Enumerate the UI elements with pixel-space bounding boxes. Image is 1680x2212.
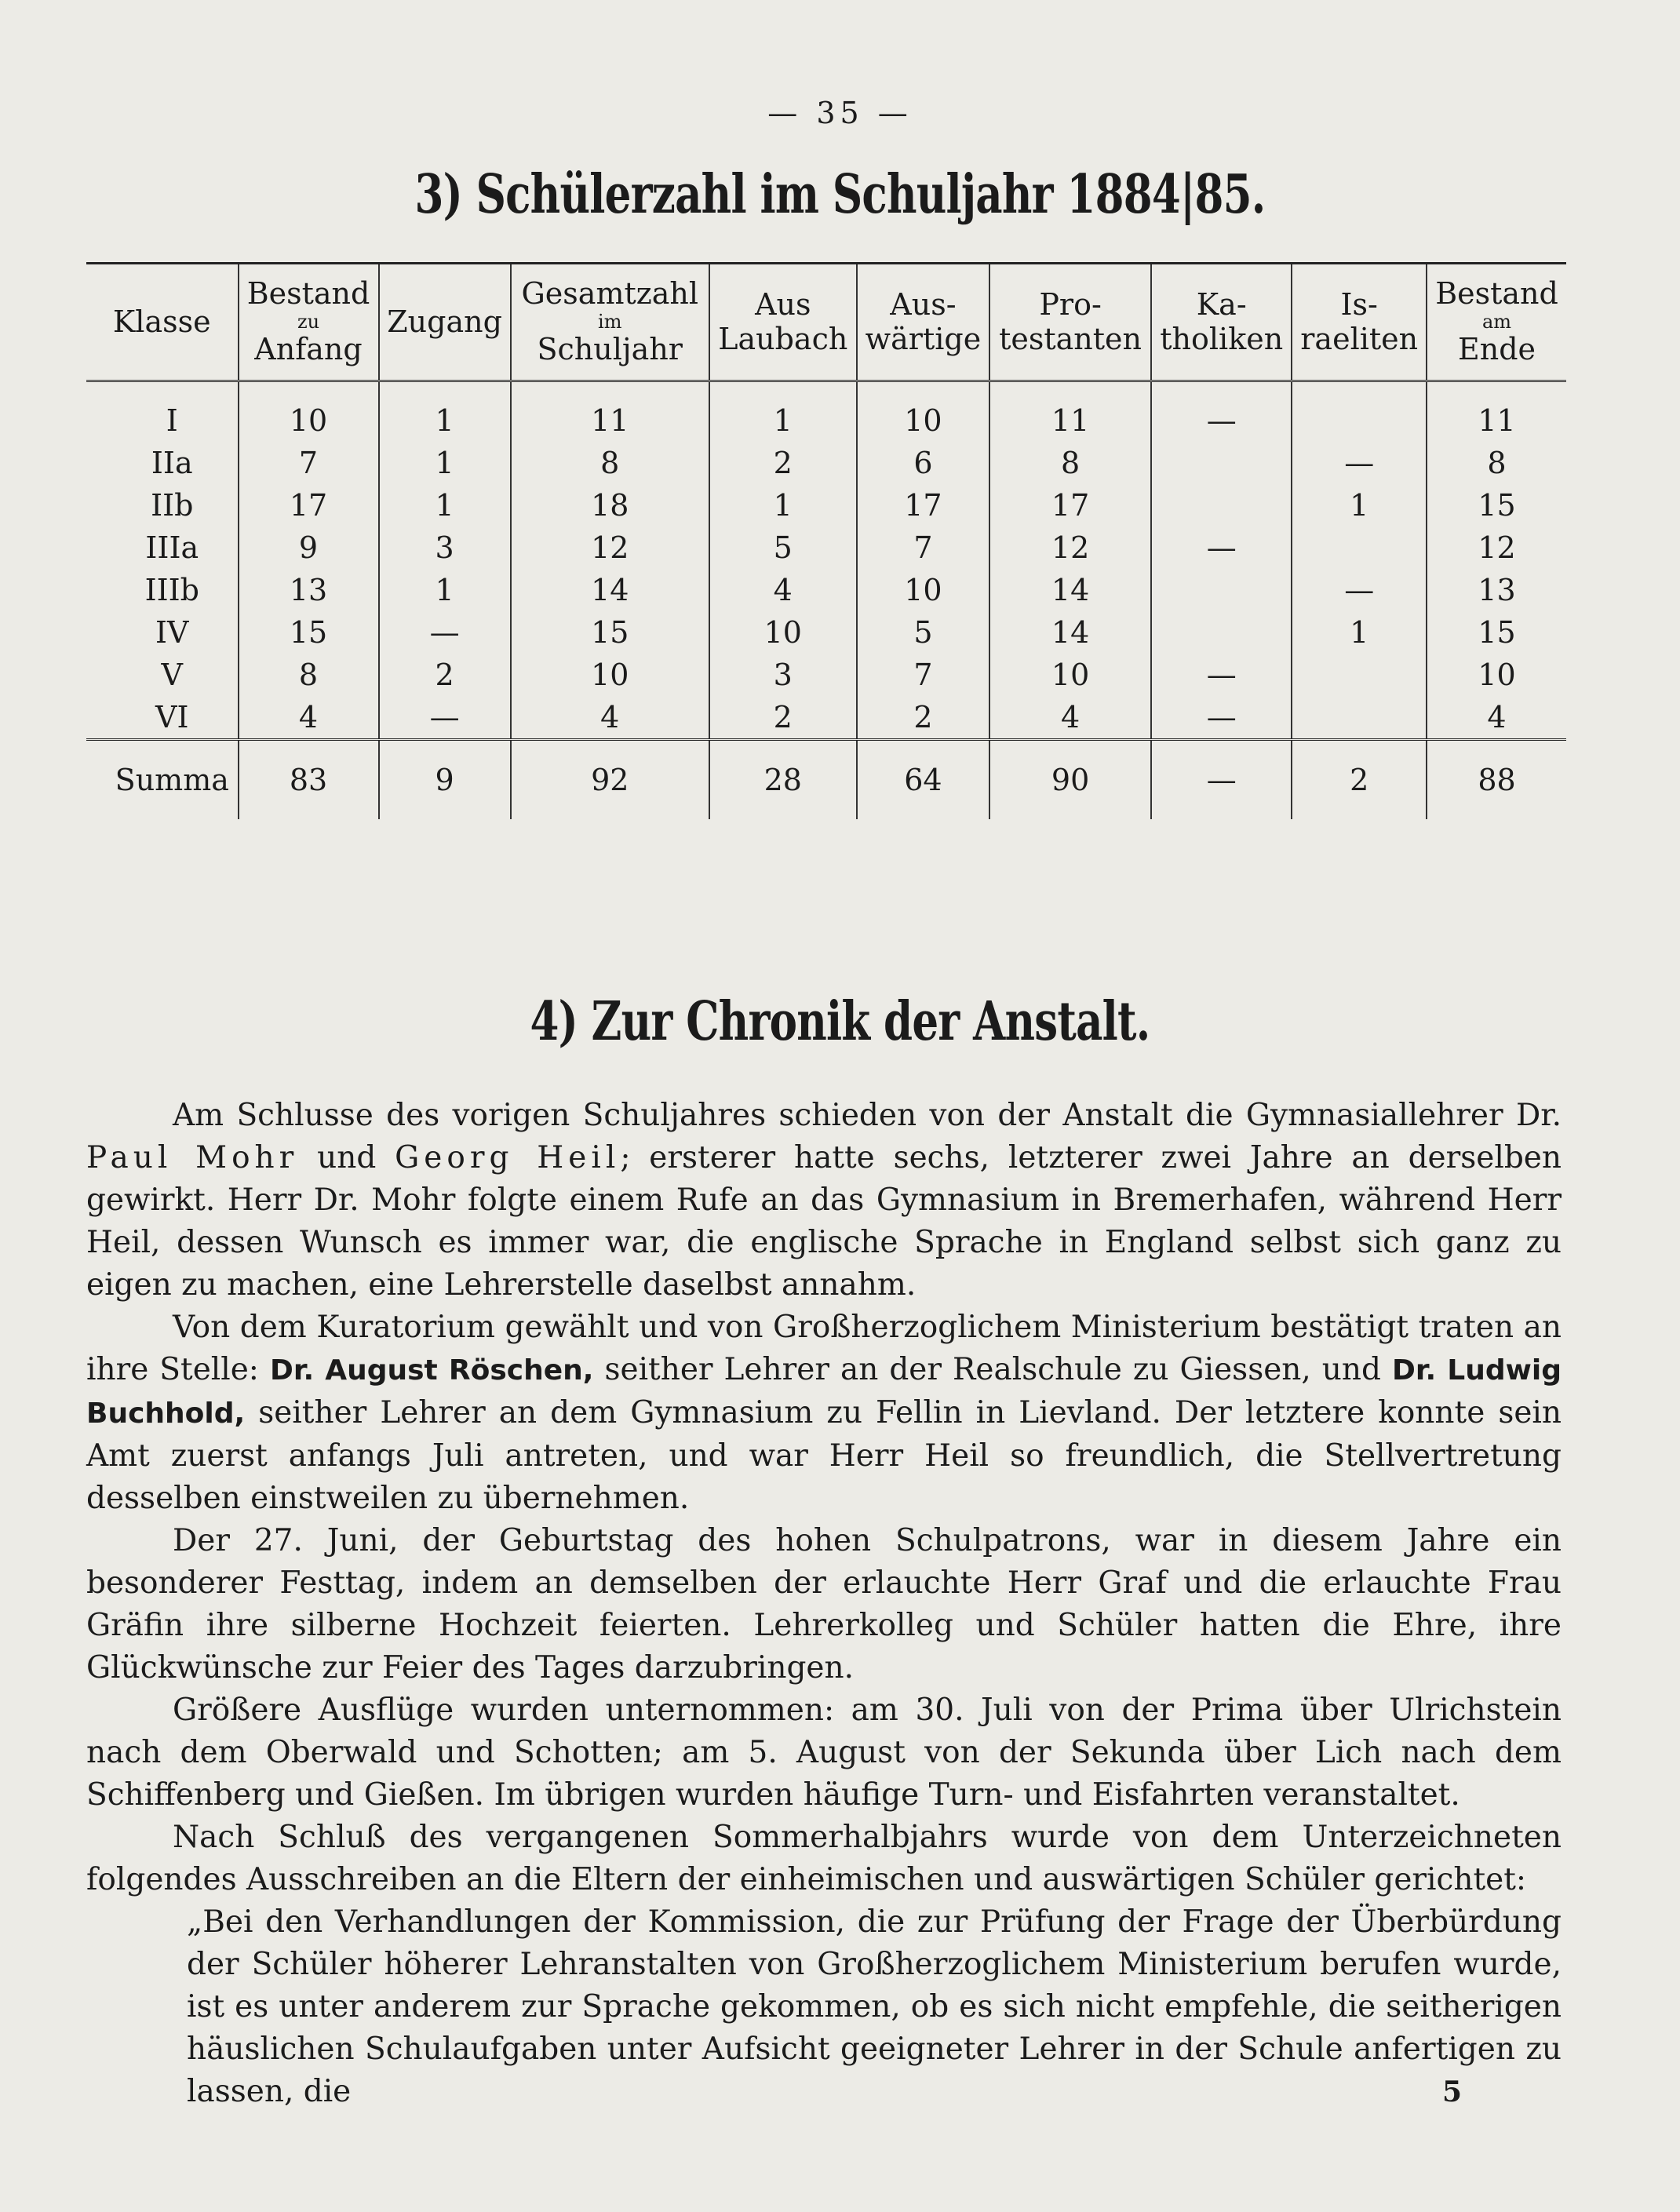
value-cell: 8	[511, 442, 709, 484]
header-label-bottom: Ende	[1458, 332, 1536, 367]
value-cell: 10	[857, 381, 989, 443]
value-cell	[1292, 527, 1427, 569]
value-cell: 1	[379, 484, 511, 527]
class-cell: IIa	[151, 446, 193, 480]
class-cell: IV	[155, 615, 189, 650]
header-label-top: Bestand	[246, 276, 370, 312]
value-cell: 8	[1427, 442, 1566, 484]
value-cell: 28	[709, 740, 857, 820]
teacher-name: Georg Heil	[395, 1140, 621, 1175]
value-cell: 13	[1427, 569, 1566, 611]
value-cell: 90	[989, 740, 1151, 820]
value-cell: 18	[511, 484, 709, 527]
value-cell: —	[1151, 527, 1292, 569]
value-cell: —	[1292, 569, 1427, 611]
value-cell: 88	[1427, 740, 1566, 820]
column-header	[1151, 264, 1292, 381]
value-cell	[1151, 442, 1292, 484]
header-label-top: Pro-	[1039, 286, 1102, 322]
paragraph-text: seither Lehrer an der Realschule zu Giessen, und	[604, 1352, 1381, 1387]
teacher-name: Paul Mohr	[86, 1140, 299, 1175]
value-cell: 15	[1427, 484, 1566, 527]
value-cell: 1	[709, 484, 857, 527]
paragraph-text: ; ersterer hatte sechs, letzterer zwei Jahre an derselben gewirkt. Herr Dr. Mohr folgte einem Rufe an das Gymnasium in Bremerhafen, während Herr Heil, dessen Wunsch es immer war, die englische Sprache in England selbst sich ganz zu eigen zu machen, eine Lehrerstelle daselbst annahm.	[86, 1140, 1562, 1303]
value-cell: 11	[1427, 381, 1566, 443]
table-body	[86, 381, 1566, 820]
teacher-name: Dr. August Röschen,	[269, 1354, 594, 1387]
table-heading: 3) Schülerzahl im Schuljahr 1884|85.	[414, 163, 1266, 226]
value-cell: 11	[989, 381, 1151, 443]
table-header	[86, 264, 1566, 381]
header-label-top: Gesamtzahl	[521, 276, 699, 312]
value-cell: 13	[239, 569, 379, 611]
header-label-bottom: raeliten	[1300, 321, 1419, 356]
class-cell: V	[161, 658, 183, 692]
value-cell: 7	[857, 527, 989, 569]
value-cell: 11	[511, 381, 709, 443]
value-cell: 10	[1427, 654, 1566, 696]
value-cell	[1151, 611, 1292, 654]
value-cell	[1151, 484, 1292, 527]
value-cell: 14	[989, 611, 1151, 654]
value-cell: 15	[1427, 611, 1566, 654]
header-label-bottom: Anfang	[254, 332, 363, 367]
value-cell: 4	[239, 696, 379, 740]
paragraph-departures	[86, 1095, 1562, 1306]
value-cell: 17	[857, 484, 989, 527]
value-cell: 2	[857, 696, 989, 740]
header-label-small: im	[598, 310, 622, 333]
class-cell: I	[166, 403, 178, 438]
value-cell: 4	[1427, 696, 1566, 740]
value-cell: 15	[239, 611, 379, 654]
value-cell: 1	[379, 381, 511, 443]
column-header	[379, 264, 511, 381]
value-cell: 10	[239, 381, 379, 443]
paragraph-appointments	[86, 1306, 1562, 1520]
header-label: Zugang	[387, 304, 502, 339]
table-row	[86, 484, 1566, 527]
header-label-top: Is-	[1340, 286, 1378, 322]
value-cell: —	[1151, 740, 1292, 820]
value-cell	[1292, 654, 1427, 696]
value-cell: 3	[379, 527, 511, 569]
value-cell: —	[1151, 696, 1292, 740]
value-cell: 4	[989, 696, 1151, 740]
value-cell: 14	[989, 569, 1151, 611]
value-cell: 12	[1427, 527, 1566, 569]
table-row	[86, 654, 1566, 696]
header-label-bottom: Schuljahr	[537, 332, 683, 367]
header-label-bottom: tholiken	[1160, 321, 1284, 356]
value-cell: 1	[709, 381, 857, 443]
column-header	[857, 264, 989, 381]
value-cell: —	[1292, 442, 1427, 484]
paragraph-festival: Der 27. Juni, der Geburtstag des hohen Schulpatrons, war in diesem Jahre ein besonderer Festtag, indem an demselben der erlauchte Herr Graf und die erlauchte Frau Gräfin ihre silberne Hochzeit feierten. Lehrerkolleg und Schüler hatten die Ehre, ihre Glückwünsche zur Feier des Tages darzubringen.	[86, 1523, 1562, 1685]
value-cell: 1	[1292, 484, 1427, 527]
value-cell: 2	[709, 696, 857, 740]
value-cell: 17	[989, 484, 1151, 527]
value-cell: 2	[379, 654, 511, 696]
value-cell: 15	[511, 611, 709, 654]
paragraph-text: seither Lehrer an dem Gymnasium zu Fellin in Lievland. Der letztere konnte sein Amt zuerst anfangs Juli antreten, und war Herr Heil so freundlich, die Stellvertretung desselben einstweilen zu übernehmen.	[86, 1395, 1562, 1516]
value-cell: 4	[709, 569, 857, 611]
value-cell: 10	[857, 569, 989, 611]
value-cell: 5	[857, 611, 989, 654]
header-label-top: Ka-	[1196, 286, 1247, 322]
value-cell: 2	[709, 442, 857, 484]
header-label-small: am	[1481, 310, 1512, 333]
value-cell: 10	[709, 611, 857, 654]
class-cell: IIb	[151, 488, 194, 523]
value-cell: 4	[511, 696, 709, 740]
value-cell: 83	[239, 740, 379, 820]
class-cell: IIIa	[145, 530, 199, 565]
header-label-small: zu	[297, 310, 320, 333]
column-header	[1427, 264, 1566, 381]
value-cell: 17	[239, 484, 379, 527]
column-header	[1292, 264, 1427, 381]
column-header	[86, 264, 239, 381]
chronicle-text	[86, 1095, 1562, 2113]
value-cell	[1151, 569, 1292, 611]
value-cell: 10	[511, 654, 709, 696]
header-label: Klasse	[112, 304, 211, 339]
table-row	[86, 569, 1566, 611]
header-label-bottom: wärtige	[865, 321, 982, 356]
column-header	[709, 264, 857, 381]
value-cell: 7	[857, 654, 989, 696]
header-label-top: Aus	[755, 286, 811, 322]
table-row	[86, 696, 1566, 740]
signature-mark: 5	[1442, 2075, 1463, 2108]
column-header	[989, 264, 1151, 381]
class-cell: VI	[155, 700, 189, 734]
value-cell: 8	[989, 442, 1151, 484]
value-cell: 7	[239, 442, 379, 484]
teacher-name: Dr. Ludwig Buchhold,	[86, 1354, 1562, 1430]
paragraph-text: Von dem Kuratorium gewählt und von Großherzoglichem Ministerium bestätigt traten an ihre Stelle:	[86, 1310, 1562, 1387]
value-cell: 2	[1292, 740, 1427, 820]
header-row	[86, 264, 1566, 381]
value-cell: 6	[857, 442, 989, 484]
table-row	[86, 611, 1566, 654]
value-cell: —	[1151, 381, 1292, 443]
value-cell	[1292, 696, 1427, 740]
value-cell: 10	[989, 654, 1151, 696]
value-cell: —	[379, 611, 511, 654]
column-header	[239, 264, 379, 381]
header-label-bottom: Laubach	[718, 321, 848, 356]
paragraph-quote: „Bei den Verhandlungen der Kommission, die zur Prüfung der Frage der Überbürdung der Schüler höherer Lehranstalten von Großherzoglichem Ministerium berufen wurde, ist es unter anderem zur Sprache gekommen, ob es sich nicht empfehle, die seitherigen häuslichen Schulaufgaben unter Aufsicht geeigneter Lehrer in der Schule anfertigen zu lassen, die	[187, 1904, 1562, 2109]
value-cell: 9	[379, 740, 511, 820]
value-cell: 12	[989, 527, 1151, 569]
value-cell: —	[1151, 654, 1292, 696]
page-number: — 35 —	[767, 96, 913, 130]
value-cell: 1	[1292, 611, 1427, 654]
value-cell: 64	[857, 740, 989, 820]
class-cell: Summa	[86, 740, 239, 820]
value-cell: 5	[709, 527, 857, 569]
table-row	[86, 442, 1566, 484]
student-count-table	[86, 262, 1566, 819]
value-cell: 92	[511, 740, 709, 820]
header-label-top: Bestand	[1435, 276, 1558, 312]
value-cell	[1292, 381, 1427, 443]
class-cell: IIIb	[144, 573, 199, 607]
table-row	[86, 381, 1566, 443]
total-row	[86, 740, 1566, 820]
value-cell: 8	[239, 654, 379, 696]
header-label-bottom: testanten	[999, 321, 1142, 356]
value-cell: —	[379, 696, 511, 740]
table-row	[86, 527, 1566, 569]
value-cell: 3	[709, 654, 857, 696]
chronicle-heading: 4) Zur Chronik der Anstalt.	[530, 990, 1150, 1053]
paragraph-text: und	[317, 1140, 377, 1175]
paragraph-text: Am Schlusse des vorigen Schuljahres schieden von der Anstalt die Gymnasiallehrer Dr.	[173, 1098, 1562, 1133]
header-label-top: Aus-	[890, 286, 957, 322]
column-header	[511, 264, 709, 381]
paragraph-excursions: Größere Ausflüge wurden unternommen: am 30. Juli von der Prima über Ulrichstein nach dem Oberwald und Schotten; am 5. August von der Sekunda über Lich nach dem Schiffenberg und Gießen. Im übrigen wurden häufige Turn- und Eisfahrten veranstaltet.	[86, 1693, 1562, 1813]
value-cell: 1	[379, 442, 511, 484]
paragraph-announcement: Nach Schluß des vergangenen Sommerhalbjahrs wurde von dem Unterzeichneten folgendes Ausschreiben an die Eltern der einheimischen und auswärtigen Schüler gerichtet:	[86, 1820, 1562, 1897]
value-cell: 12	[511, 527, 709, 569]
value-cell: 14	[511, 569, 709, 611]
value-cell: 9	[239, 527, 379, 569]
value-cell: 1	[379, 569, 511, 611]
